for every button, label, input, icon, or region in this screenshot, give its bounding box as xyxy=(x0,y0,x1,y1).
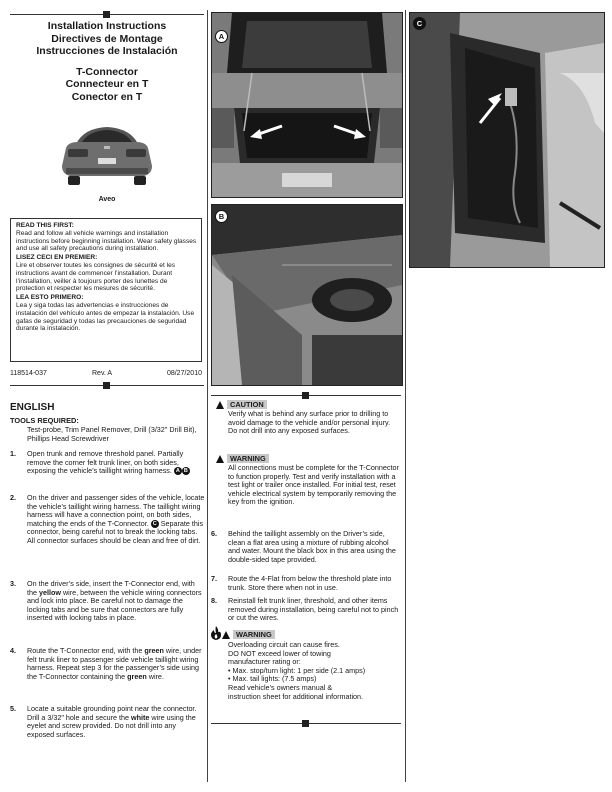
read-first-heading-en: READ THIS FIRST: xyxy=(16,222,74,229)
vehicle-label: Aveo xyxy=(98,196,116,203)
warning-triangle-icon xyxy=(222,631,230,639)
warning-label-2: WARNING xyxy=(233,630,275,639)
photo-a xyxy=(211,12,403,198)
step-1 xyxy=(10,449,205,476)
read-first-box xyxy=(10,218,202,362)
photo-a-badge: A xyxy=(215,30,228,43)
caution-text: Verify what is behind any surface prior to drilling to avoid damage to the vehicle and/or personal injury. Do not drill into any exposed surfaces. xyxy=(228,409,391,436)
warning-2-line: instruction sheet for additional information. xyxy=(228,691,364,701)
read-first-text-en: Read and follow all vehicle warnings and installation instructions before beginning installation. Wear safety glasses and use all safety precautions during installation. xyxy=(16,229,197,253)
step-number: 5. xyxy=(10,704,16,713)
step-number: 7. xyxy=(211,574,217,583)
warning-triangle-icon xyxy=(216,455,224,463)
step-text: On the driver and passenger sides of the vehicle, locate the vehicle’s taillight wiring harness. The taillight wiring harness will have a connection point, on both sides, matching the ends of the T-Connector. xyxy=(27,493,205,528)
photo-ref-c-icon: C xyxy=(151,520,159,528)
step-text: Reinstall felt trunk liner, threshold, and other items removed during installation, being careful not to pinch or cut the wires. xyxy=(228,596,399,623)
warning-label: WARNING xyxy=(227,454,269,463)
wire-color-green: green xyxy=(127,671,147,681)
photo-ref-a-icon: A xyxy=(174,467,182,475)
caution-header xyxy=(216,400,267,409)
step-text-cont: wire, between the vehicle wiring connectors and lock into place. Be careful not to damage the locking tabs and be sure that connectors are fully inserted with locking tabs in place. xyxy=(27,587,202,623)
rule-marker xyxy=(302,720,309,727)
step-number: 3. xyxy=(10,579,16,588)
warning-2-line: • Max. tail lights: (7.5 amps) xyxy=(228,674,317,684)
step-text-cont: wire using the eyelet and screw provided. Do not drill into any exposed surfaces. xyxy=(27,712,196,739)
caution-label: CAUTION xyxy=(227,400,267,409)
step-number: 8. xyxy=(211,596,217,605)
step-text: On the driver’s side, insert the T-Connector end, with the xyxy=(27,579,195,597)
step-number: 6. xyxy=(211,529,217,538)
warning-2-line: Overloading circuit can cause fires. xyxy=(228,640,340,649)
read-first-heading-fr: LISEZ CECI EN PREMIER: xyxy=(16,254,98,262)
step-3 xyxy=(10,579,205,623)
title-en: Installation Instructions xyxy=(47,20,167,32)
step-6 xyxy=(211,529,400,564)
photo-b-badge: B xyxy=(215,210,228,223)
warning-2-text xyxy=(228,641,400,701)
step-8 xyxy=(211,596,400,623)
wire-color-green: green xyxy=(144,646,164,655)
product-es: Conector en T xyxy=(71,90,143,103)
step-5 xyxy=(10,704,205,739)
product-en: T-Connector xyxy=(76,65,138,78)
photo-c-badge: C xyxy=(413,17,426,30)
step-number: 2. xyxy=(10,493,16,502)
document-number: 118514-037 xyxy=(10,370,47,377)
step-number: 1. xyxy=(10,449,16,458)
warning-header xyxy=(216,454,269,463)
step-text: Route the 4-Flat from below the threshold plate into trunk. Store there when not in use. xyxy=(228,574,392,592)
title-block xyxy=(10,20,204,104)
column-divider xyxy=(207,10,208,782)
step-text-end: wire. xyxy=(148,671,164,681)
document-revision: Rev. A xyxy=(92,370,113,377)
step-7 xyxy=(211,574,400,592)
step-text: Open trunk and remove threshold panel. Partially remove the corner felt trunk liner, on both sides, exposing the vehicle’s taillight wiring harness. xyxy=(27,449,184,476)
wire-color-yellow: yellow xyxy=(39,587,61,597)
rule-marker xyxy=(302,392,309,399)
warning-text: All connections must be complete for the T-Connector to function properly. Test and verify installation with a test light or trailer once installed. For initial test, reset vehicle electrical system by temporarily removing the key from the ignition. xyxy=(228,463,399,507)
step-2 xyxy=(10,493,205,546)
rule-marker xyxy=(103,11,110,18)
photo-b xyxy=(211,204,403,386)
photo-c xyxy=(409,12,605,268)
step-text-cont: Separate this connector, being careful not to break the locking tabs. All connector surfaces should be clean and free of dirt. xyxy=(27,518,204,545)
column-divider xyxy=(405,10,406,782)
warning-2-line: Read vehicle’s owners manual & xyxy=(228,682,333,692)
warning-header-2 xyxy=(222,630,275,639)
title-es: Instrucciones de Instalación xyxy=(36,45,178,58)
warning-triangle-icon xyxy=(216,401,224,409)
step-4 xyxy=(10,646,205,681)
rule-marker xyxy=(103,382,110,389)
step-text-cont: wire, under felt trunk liner to passenger side vehicle taillight wiring harness. Repeat step 3 for the passenger’s side using the T-Connector containing the xyxy=(27,646,202,681)
warning-2-line: manufacturer rating or: xyxy=(228,657,301,667)
car-rear-image xyxy=(54,122,160,190)
step-text: Behind the taillight assembly on the Driver’s side, clean a flat area using a mixture of rubbing alcohol and water. Mount the black box in this area using the double-sided tape provided. xyxy=(228,529,396,564)
tools-list: Test-probe, Trim Panel Remover, Drill (3/32" Drill Bit), Phillips Head Screwdriver xyxy=(27,425,197,443)
step-text: Locate a suitable grounding point near the connector. Drill a 3/32" hole and secure the xyxy=(27,704,197,722)
section-heading-english: ENGLISH xyxy=(10,402,55,413)
warning-2-line: DO NOT exceed lower of towing xyxy=(228,648,331,658)
read-first-text-fr: Lire et observer toutes les consignes de sécurité et les instructions avant de commencer l’installation. Durant l’installation, veiller à toujours porter des lunettes de protection et respecter les mesures de sécurité. xyxy=(16,261,176,293)
title-fr: Directives de Montage xyxy=(51,32,163,45)
fire-icon xyxy=(210,626,222,640)
document-date: 08/27/2010 xyxy=(166,370,202,377)
product-fr: Connecteur en T xyxy=(65,78,149,91)
tools-heading: TOOLS REQUIRED: xyxy=(10,416,79,425)
step-number: 4. xyxy=(10,646,16,655)
read-first-text-es: Lea y siga todas las advertencias e instrucciones de instalación del vehículo antes de empezar la instalación. Use gafas de seguridad y todas las precauciones de seguridad durante la instalación. xyxy=(16,301,195,333)
wire-color-white: white xyxy=(131,712,150,722)
step-text: Route the T-Connector end, with the xyxy=(27,646,143,655)
warning-2-line: • Max. stop/turn light: 1 per side (2.1 amps) xyxy=(228,665,366,675)
photo-ref-b-icon: B xyxy=(182,467,190,475)
read-first-heading-es: LEA ESTO PRIMERO: xyxy=(16,294,84,302)
